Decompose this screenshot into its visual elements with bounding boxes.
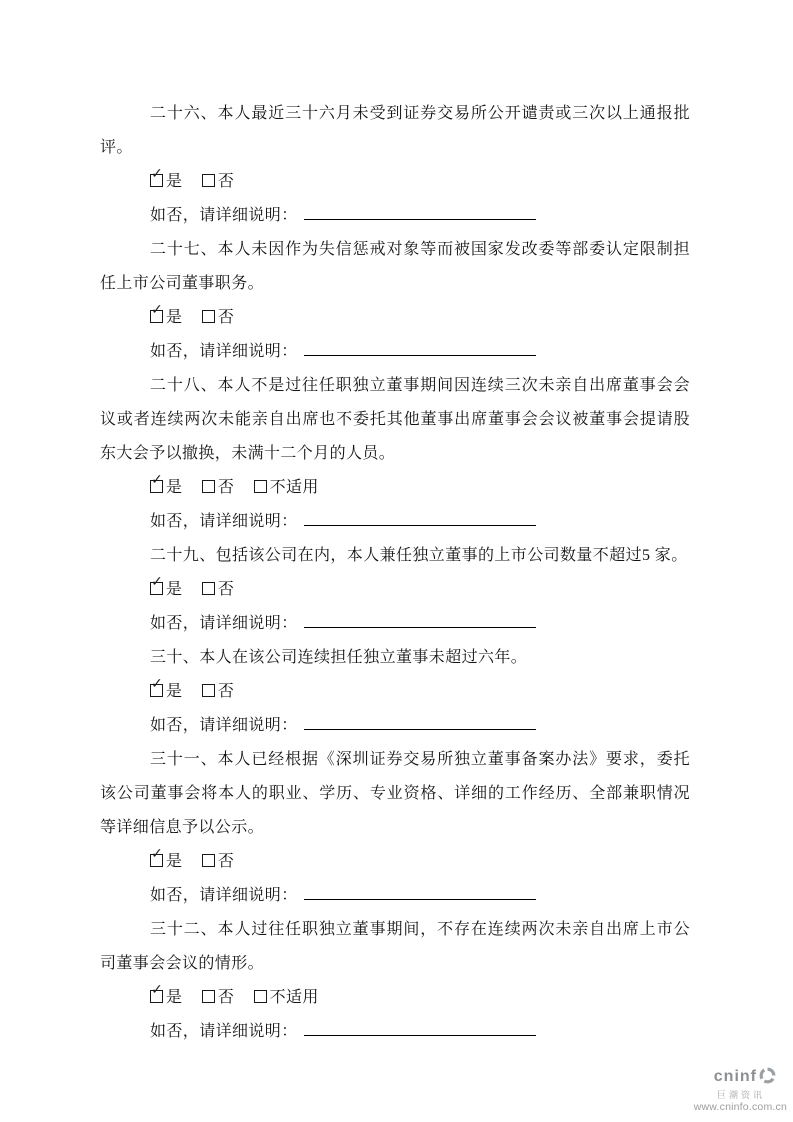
item-text: 二十六、本人最近三十六月未受到证券交易所公开谴责或三次以上通报批评。: [100, 105, 690, 156]
checkbox-unchecked-icon[interactable]: [202, 684, 215, 697]
option-label: 否: [217, 581, 235, 598]
if-no-explain-label: 如否，请详细说明：: [150, 717, 298, 734]
if-no-explain-row: [100, 879, 690, 913]
checkbox-checked-icon[interactable]: [150, 472, 164, 493]
checkbox-option-no[interactable]: [202, 173, 234, 190]
if-no-explain-label: 如否，请详细说明：: [150, 887, 298, 904]
explanation-blank-line[interactable]: [304, 613, 536, 628]
cninfo-url: www.cninfo.com.cn: [693, 1100, 787, 1113]
check-mark-icon: ✓: [151, 166, 164, 182]
checkbox-checked-icon[interactable]: [150, 982, 164, 1003]
checkbox-checked-icon[interactable]: [150, 166, 164, 187]
checkbox-option-yes[interactable]: [150, 676, 183, 700]
checkbox-option-na[interactable]: [254, 989, 319, 1006]
option-label: 是: [166, 989, 183, 1006]
options-row: [100, 981, 690, 1015]
declaration-item-31: [100, 743, 690, 913]
checkbox-unchecked-icon[interactable]: [202, 990, 215, 1003]
option-label: 否: [217, 309, 235, 326]
cninfo-brand-text: cninf: [713, 1068, 757, 1086]
if-no-explain-row: [100, 1015, 690, 1049]
option-label: 否: [217, 683, 235, 700]
if-no-explain-label: 如否，请详细说明：: [150, 207, 298, 224]
declaration-item-28: [100, 369, 690, 539]
declaration-item-26: [100, 97, 690, 233]
explanation-blank-line[interactable]: [304, 1021, 536, 1036]
options-row: [100, 301, 690, 335]
checkbox-unchecked-icon[interactable]: [254, 480, 267, 493]
options-row: [100, 573, 690, 607]
check-mark-icon: ✓: [151, 982, 164, 998]
item-text: 三十二、本人过往任职独立董事期间，不存在连续两次未亲自出席上市公司董事会会议的情形。: [100, 921, 690, 972]
explanation-blank-line[interactable]: [304, 205, 536, 220]
if-no-explain-row: [100, 505, 690, 539]
item-text: 二十七、本人未因作为失信惩戒对象等而被国家发改委等部委认定限制担任上市公司董事职务。: [100, 241, 690, 292]
if-no-explain-label: 如否，请详细说明：: [150, 1023, 298, 1040]
options-row: [100, 471, 690, 505]
check-mark-icon: ✓: [151, 846, 164, 862]
if-no-explain-row: [100, 607, 690, 641]
check-mark-icon: ✓: [151, 574, 164, 590]
options-row: [100, 845, 690, 879]
explanation-blank-line[interactable]: [304, 341, 536, 356]
declaration-item-27: [100, 233, 690, 369]
options-row: [100, 675, 690, 709]
checkbox-unchecked-icon[interactable]: [254, 990, 267, 1003]
declaration-item-29: [100, 539, 690, 641]
checkbox-checked-icon[interactable]: [150, 574, 164, 595]
check-mark-icon: ✓: [151, 302, 164, 318]
checkbox-option-no[interactable]: [202, 479, 234, 496]
checkbox-option-yes[interactable]: [150, 574, 183, 598]
option-label: 否: [217, 989, 235, 1006]
options-row: [100, 165, 690, 199]
checkbox-option-yes[interactable]: [150, 302, 183, 326]
item-text: 二十九、包括该公司在内，本人兼任独立董事的上市公司数量不超过5 家。: [150, 547, 688, 564]
checkbox-option-yes[interactable]: [150, 472, 183, 496]
item-text: 三十一、本人已经根据《深圳证券交易所独立董事备案办法》要求，委托该公司董事会将本人的职业、学历、专业资格、详细的工作经历、全部兼职情况等详细信息予以公示。: [100, 751, 690, 836]
checkbox-unchecked-icon[interactable]: [202, 310, 215, 323]
checkbox-checked-icon[interactable]: [150, 302, 164, 323]
option-label: 否: [217, 853, 235, 870]
if-no-explain-label: 如否，请详细说明：: [150, 513, 298, 530]
declaration-item-30: [100, 641, 690, 743]
checkbox-option-yes[interactable]: [150, 166, 183, 190]
checkbox-option-no[interactable]: [202, 581, 234, 598]
if-no-explain-label: 如否，请详细说明：: [150, 343, 298, 360]
option-label: 否: [217, 479, 235, 496]
declaration-item-32: [100, 913, 690, 1049]
if-no-explain-label: 如否，请详细说明：: [150, 615, 298, 632]
explanation-blank-line[interactable]: [304, 885, 536, 900]
cninfo-watermark: [677, 1066, 787, 1113]
if-no-explain-row: [100, 199, 690, 233]
checkbox-unchecked-icon[interactable]: [202, 174, 215, 187]
checkbox-option-yes[interactable]: [150, 846, 183, 870]
checkbox-unchecked-icon[interactable]: [202, 582, 215, 595]
item-text: 二十八、本人不是过往任职独立董事期间因连续三次未亲自出席董事会会议或者连续两次未能亲自出席也不委托其他董事出席董事会会议被董事会提请股东大会予以撤换，未满十二个月的人员。: [100, 377, 690, 462]
checkbox-option-no[interactable]: [202, 309, 234, 326]
option-label: 是: [166, 479, 183, 496]
option-label: 否: [217, 173, 235, 190]
checkbox-option-yes[interactable]: [150, 982, 183, 1006]
cninfo-brand-row: [677, 1066, 777, 1090]
cninfo-swirl-icon: [758, 1066, 777, 1090]
option-label: 是: [166, 683, 183, 700]
option-label: 是: [166, 173, 183, 190]
explanation-blank-line[interactable]: [304, 715, 536, 730]
if-no-explain-row: [100, 335, 690, 369]
checkbox-option-na[interactable]: [254, 479, 319, 496]
option-label: 不适用: [269, 989, 319, 1006]
checkbox-option-no[interactable]: [202, 853, 234, 870]
if-no-explain-row: [100, 709, 690, 743]
checkbox-checked-icon[interactable]: [150, 676, 164, 697]
option-label: 是: [166, 853, 183, 870]
check-mark-icon: ✓: [151, 676, 164, 692]
checkbox-option-no[interactable]: [202, 989, 234, 1006]
option-label: 是: [166, 309, 183, 326]
option-label: 是: [166, 581, 183, 598]
item-text: 三十、本人在该公司连续担任独立董事未超过六年。: [150, 649, 528, 666]
explanation-blank-line[interactable]: [304, 511, 536, 526]
option-label: 不适用: [269, 479, 319, 496]
checkbox-unchecked-icon[interactable]: [202, 480, 215, 493]
cninfo-brand-chinese: 巨潮资讯: [716, 1089, 765, 1100]
check-mark-icon: ✓: [151, 472, 164, 488]
checkbox-checked-icon[interactable]: [150, 846, 164, 867]
checkbox-unchecked-icon[interactable]: [202, 854, 215, 867]
checkbox-option-no[interactable]: [202, 683, 234, 700]
